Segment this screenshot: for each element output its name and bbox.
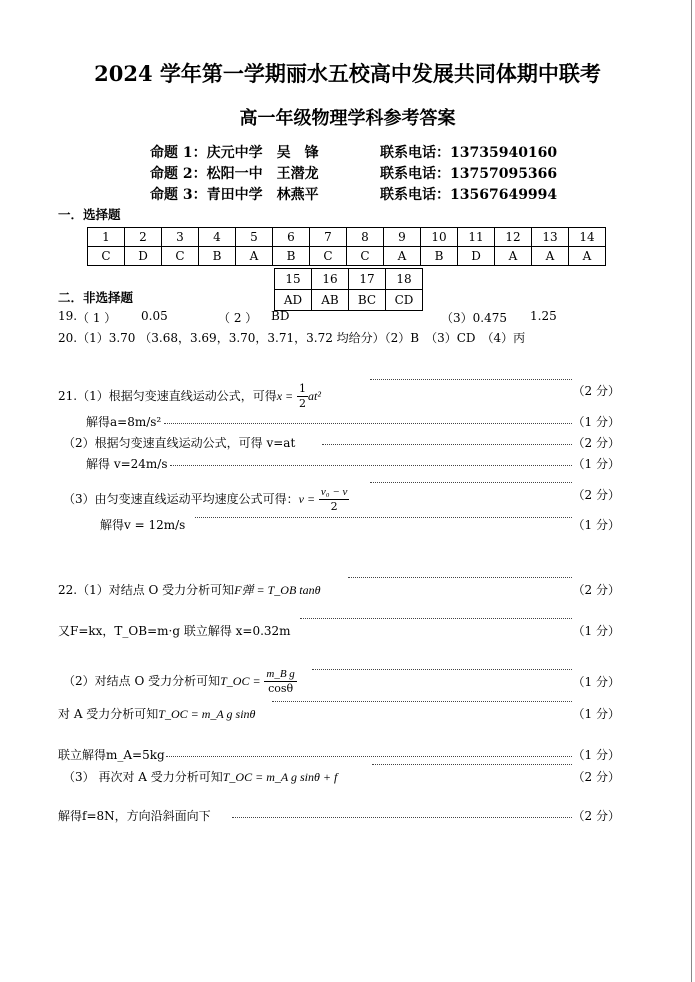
author-phone xyxy=(380,142,557,162)
q19-part2-label: （ 2 ） xyxy=(218,311,258,325)
fraction-numerator: v₀ − v xyxy=(320,486,348,498)
table-cell: 3 xyxy=(162,228,199,247)
author-name: 王潜龙 xyxy=(276,166,319,182)
answer-table xyxy=(87,227,606,266)
phone-label: 联系电话： xyxy=(380,187,450,203)
dotted-leader xyxy=(372,764,572,765)
points: （1 分） xyxy=(572,518,620,532)
points: （2 分） xyxy=(572,770,620,784)
fraction-numerator: m_B g xyxy=(266,668,295,680)
formula: v = xyxy=(298,492,316,506)
dotted-leader xyxy=(170,465,572,466)
dotted-leader xyxy=(322,444,572,445)
q22-line6-text: （3） 再次对 A 受力分析可知 xyxy=(63,770,223,784)
author-label: 命题 2： xyxy=(150,166,207,182)
table-cell: 18 xyxy=(386,269,423,290)
author-name: 林燕平 xyxy=(276,187,319,203)
author-row xyxy=(150,142,319,162)
q19-part3b-answer: 1.25 xyxy=(530,309,557,323)
fraction xyxy=(264,667,296,696)
dotted-leader xyxy=(272,701,572,702)
table-cell: A xyxy=(569,247,606,266)
dotted-leader xyxy=(370,379,572,380)
q19-part1-label: （ 1 ） xyxy=(77,311,117,325)
fraction-numerator: 1 xyxy=(299,382,306,395)
q21-line5-text: （3）由匀变速直线运动平均速度公式可得： xyxy=(63,492,299,506)
table-cell: D xyxy=(125,247,162,266)
phone-label: 联系电话： xyxy=(380,145,450,161)
table-row-numbers xyxy=(88,228,606,247)
table-cell: 13 xyxy=(532,228,569,247)
q19-part3-answer: （3）0.475 xyxy=(441,311,507,325)
table-cell: 5 xyxy=(236,228,273,247)
q21-line3: （2）根据匀变速直线运动公式，可得 v=at xyxy=(63,436,296,450)
dotted-leader xyxy=(370,482,572,483)
table-cell: A xyxy=(532,247,569,266)
q22-line1-text: 22.（1）对结点 O 受力分析可知 xyxy=(58,583,235,597)
table-cell: 2 xyxy=(125,228,162,247)
table-cell: AB xyxy=(312,290,349,311)
q22-line2: 又F=kx，T_OB=m·g 联立解得 x=0.32m xyxy=(58,624,291,638)
points: （1 分） xyxy=(572,748,620,762)
q19-number: 19. xyxy=(58,309,78,323)
points: （2 分） xyxy=(572,436,620,450)
dotted-leader xyxy=(195,517,572,518)
phone-number: 13757095366 xyxy=(450,166,558,182)
table-cell: C xyxy=(162,247,199,266)
formula: at² xyxy=(308,389,321,403)
page-border xyxy=(691,0,692,982)
author-row xyxy=(150,184,319,204)
q20-answers: 20.（1）3.70 （3.68，3.69，3.70，3.71，3.72 均给分）（2）B （3）CD （4）丙 xyxy=(58,331,526,345)
table-cell: B xyxy=(421,247,458,266)
phone-number: 13735940160 xyxy=(450,145,558,161)
table-cell: 6 xyxy=(273,228,310,247)
author-phone xyxy=(380,184,557,204)
table-cell: 7 xyxy=(310,228,347,247)
table-cell: D xyxy=(458,247,495,266)
fraction xyxy=(319,485,350,514)
answer-table-2 xyxy=(274,268,423,311)
dotted-leader xyxy=(312,669,572,670)
page-subtitle: 高一年级物理学科参考答案 xyxy=(239,108,456,129)
table-cell: 10 xyxy=(421,228,458,247)
q21-line1 xyxy=(58,382,321,411)
q22-line6 xyxy=(63,768,337,785)
table-cell: 8 xyxy=(347,228,384,247)
q21-line6: 解得v = 12m/s xyxy=(100,518,186,532)
fraction xyxy=(297,382,308,411)
q21-line2: 解得a=8m/s² xyxy=(86,415,162,429)
table-cell: C xyxy=(310,247,347,266)
points: （1 分） xyxy=(572,624,620,638)
table-row-answers xyxy=(88,247,606,266)
author-school: 青田中学 xyxy=(206,187,263,203)
table-cell: C xyxy=(88,247,125,266)
author-name: 吴 锋 xyxy=(276,145,319,161)
q19-part1-answer: 0.05 xyxy=(141,309,168,323)
points: （2 分） xyxy=(572,809,620,823)
points: （1 分） xyxy=(572,675,620,689)
table-cell: A xyxy=(236,247,273,266)
table-cell: 16 xyxy=(312,269,349,290)
points: （1 分） xyxy=(572,457,620,471)
q22-line3 xyxy=(63,667,297,696)
points: （1 分） xyxy=(572,415,620,429)
q22-line5: 联立解得m_A=5kg xyxy=(58,748,165,762)
table-cell: 1 xyxy=(88,228,125,247)
dotted-leader xyxy=(232,817,572,818)
author-row xyxy=(150,163,319,183)
author-phone xyxy=(380,163,557,183)
table-cell: 17 xyxy=(349,269,386,290)
page-title: 2024 学年第一学期丽水五校高中发展共同体期中联考 xyxy=(94,61,601,86)
table-cell: 9 xyxy=(384,228,421,247)
author-label: 命题 1： xyxy=(150,145,207,161)
table-cell: 4 xyxy=(199,228,236,247)
table-cell: 15 xyxy=(275,269,312,290)
author-school: 松阳一中 xyxy=(206,166,263,182)
table-cell: A xyxy=(495,247,532,266)
table-cell: B xyxy=(273,247,310,266)
table-cell: CD xyxy=(386,290,423,311)
phone-label: 联系电话： xyxy=(380,166,450,182)
q19-part2-answer: BD xyxy=(271,309,290,323)
fraction-denominator: 2 xyxy=(330,500,338,513)
q21-line5 xyxy=(63,485,349,514)
table-row-answers xyxy=(275,290,423,311)
q22-line3-text: （2）对结点 O 受力分析可知 xyxy=(63,674,221,688)
q21-line1-text: 21.（1）根据匀变速直线运动公式，可得 xyxy=(58,389,277,403)
dotted-leader xyxy=(300,618,572,619)
formula: T_OC = xyxy=(220,674,261,688)
points: （1 分） xyxy=(572,707,620,721)
author-label: 命题 3： xyxy=(150,187,207,203)
points: （2 分） xyxy=(572,488,620,502)
table-cell: B xyxy=(199,247,236,266)
fraction-denominator: cosθ xyxy=(268,682,294,695)
points: （2 分） xyxy=(572,583,620,597)
formula: T_OC = m_A g sinθ xyxy=(158,707,256,721)
section-heading: 一．选择题 xyxy=(58,207,121,222)
phone-number: 13567649994 xyxy=(450,187,558,203)
table-cell: 12 xyxy=(495,228,532,247)
table-cell: A xyxy=(384,247,421,266)
q22-line1 xyxy=(58,581,321,598)
formula: T_OC = m_A g sinθ + f xyxy=(222,770,338,784)
dotted-leader xyxy=(348,577,572,578)
dotted-leader xyxy=(166,756,572,757)
formula: F弹 = T_OB tanθ xyxy=(234,583,321,597)
table-row-numbers xyxy=(275,269,423,290)
table-cell: 14 xyxy=(569,228,606,247)
formula: x = xyxy=(276,389,294,403)
author-school: 庆元中学 xyxy=(206,145,263,161)
table-cell: C xyxy=(347,247,384,266)
table-cell: 11 xyxy=(458,228,495,247)
q22-line4 xyxy=(58,705,255,722)
dotted-leader xyxy=(164,423,572,424)
q21-line4: 解得 v=24m/s xyxy=(86,457,168,471)
q22-line4-text: 对 A 受力分析可知 xyxy=(58,707,159,721)
points: （2 分） xyxy=(572,384,620,398)
table-cell: AD xyxy=(275,290,312,311)
fraction-denominator: 2 xyxy=(299,397,306,410)
table-cell: BC xyxy=(349,290,386,311)
q22-line7: 解得f=8N，方向沿斜面向下 xyxy=(58,809,211,823)
section-heading: 二．非选择题 xyxy=(58,290,134,305)
